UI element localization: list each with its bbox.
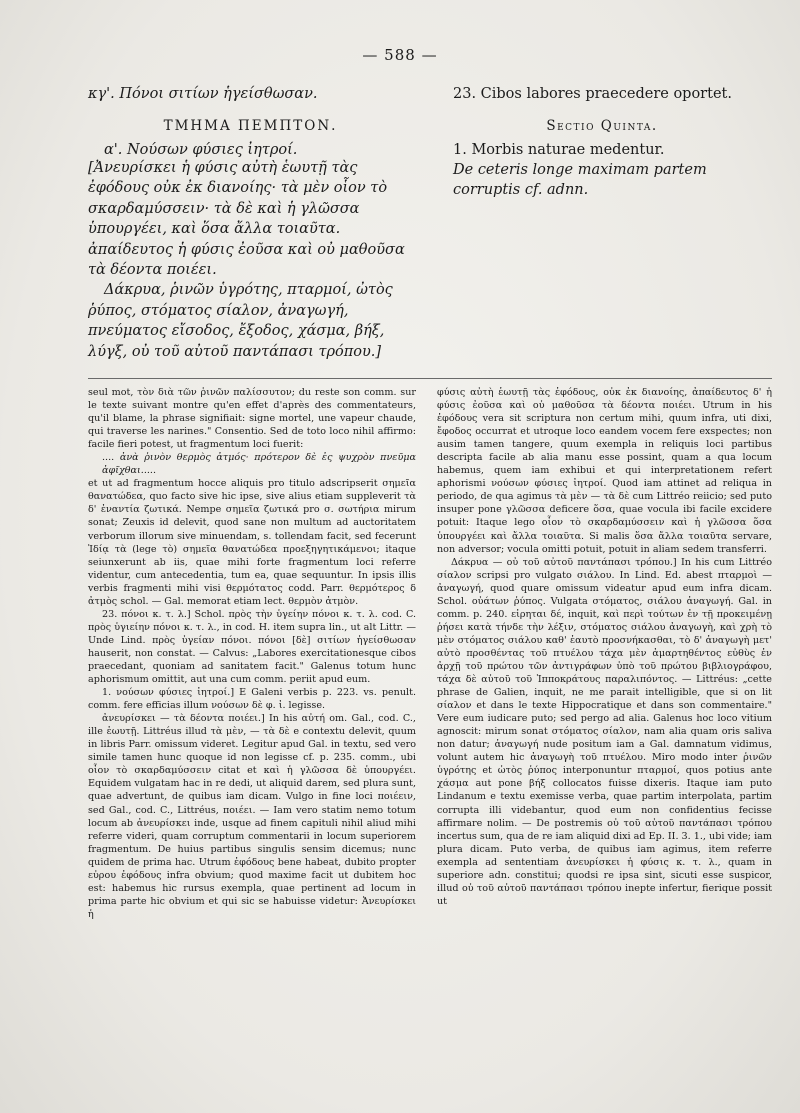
note-paragraph: et ut ad fragmentum hocce aliquis pro titulo adscripserit σημεῖα θανατώδεα, quo facto sive hic ipse, sive alius etiam suppleverit τὰ δ' ἐναντία ζωτικά. Nempe σημεῖα ζωτικά pro σ. σωτήρια mirum sonat; Zeuxis id delevit, quod sane non multum ad auctoritatem verborum illorum sive minuendam, s. tollendam facit, sed fecerunt Ἰδίᾳ τὰ (lege τὸ) σημεῖα θανατώδεα προεξηγητικάμενοι; itaque seiunxerunt ab iis, quae mihi forte fragmentum loci referre videntur, cum antecedentia, tum ea, quae sequuntur. In ipsis illis verbis fragmenti mihi visi θερμότατος codd. Parr. θερμότερος δ ἀτμὸς schol. — Gal. memorat etiam lect. θερμὸν ἀτμὸν. [88,478,416,607]
note-paragraph: .... ἀνὰ ῥινὸν θερμὸς ἀτμός· πρότερον δὲ ἐς ψυχρὸν πνεῦμα ἀφῖχθαι..... [102,452,416,477]
sub-heading-greek: α'. Νούσων φύσιες ἰητροί. [104,142,298,158]
notes-right-column [437,386,772,908]
aphorism-heading-latin: 23. Cibos labores praecedere oportet. [453,86,732,102]
greek-column [88,86,413,362]
greek-paragraph: Δάκρυα, ῥινῶν ὑγρότης, πταρμοί, ὠτὸς ῥύπος, στόματος σίαλον, ἀναγωγή, πνεύματος εἴσοδος, ἔξοδος, χάσμα, βήξ, λύγξ, οὐ τοῦ αὐτοῦ παντάπασι τρόπου.] [88,282,393,360]
note-paragraph: 1. νούσων φύσιες ἰητροί.] E Galeni verbis p. 223. vs. penult. comm. fere efficias illum νούσων δὲ φ. ἰ. legisse. [88,687,416,712]
page-number: — 588 — [362,46,438,64]
note-paragraph: 23. πόνοι κ. τ. λ.] Schol. πρὸς τὴν ὑγείην πόνοι κ. τ. λ. cod. C. πρὸς ὑγιείην πόνοι κ. τ. λ., in cod. H. item supra lin., ut alt Littr. — Unde Lind. πρὸς ὑγείαν πόνοι. πόνοι [δὲ] σιτίων ἡγείσθωσαν hauserit, non constat. — Calvus: „Labores exercitationesque cibos praecedant, quoniam ad sanitatem facit." Galenus totum hunc aphorismum omittit, aut una cum comm. periit apud eum. [88,608,416,686]
section-title-latin: Sectio Quinta. [546,118,658,134]
sub-heading-latin: 1. Morbis naturae medentur. [453,142,665,158]
note-paragraph: ἀνευρίσκει — τὰ δέοντα ποιέει.] In his αὐτή om. Gal., cod. C., ille ἑωυτῇ. Littréus illud τὰ μὲν, — τὰ δὲ e contextu delevit, quum in libris Parr. omissum videret. Legitur apud Gal. in textu, sed vero simile tamen hunc quoque id non legisse cf. p. 235. comm., ubi οἷον τὸ σκαρδαμύσσειν citat et καὶ ἡ γλῶσσα δὲ ὑπουργέει. Equidem vulgatam hac in re dedi, ut aliquid darem, sed plura sunt, quae advertunt, de quibus iam dicam. Vulgo in fine loci ποιέειν, sed Gal., cod. C., Littréus, ποιέει. — Iam vero statim nemo totum locum ab ἀνευρίσκει inde, usque ad finem capituli nihil aliud mihi referre videri, quam corruptum commentarii in locum superiorem fragmentum. De huius partibus singulis sensim dicemus; nunc quidem de prima hac. Utrum ἐφόδους bene habeat, dubito propter εὐρου ἐφόδους infra obvium; quod maxime facit ut dubitem hoc est: habemus hic rursus exempla, quae pertinent ad locum in prima parte hic obvium et qui sic se habuisse videtur: Ἀνευρίσκει ἡ [88,713,416,920]
notes-left-column [88,386,416,921]
greek-text-block [88,158,413,362]
note-paragraph: Δάκρυα — οὐ τοῦ αὐτοῦ παντάπασι τρόπου.] In his cum Littréo σίαλον scripsi pro vulgato σιάλου. In Lind. Ed. abest πταρμοὶ — ἀναγωγή, quod quare omissum videatur apud eum infra dicam. Schol. οὐάτων ῥύπος. Vulgata στόματος, σιάλου ἀναγωγή. Gal. in comm. p. 240. εἰρηται δέ, inquit, καὶ περὶ τούτων ἐν τῇ προκειμένῃ ῥήσει κατὰ τήνδε τὴν λέξιν, στόματος σιάλου ἀναγωγὴ, καὶ χρὴ τὸ μὲν στόματος σιάλου καθ' ἑαυτὸ προσνήκασθαι, τὸ δ' ἀναγωγὴ μετ' αὐτὸ προσθέντας τοῦ πτυέλου τάχα μὲν ἁμαρτηθέντος εὐθὺς ἐν ἀρχῇ τοῦ πρώτου τῶν ἀντιγράφων ὑπὸ τοῦ πρώτου βιβλιογράφου, τάχα δὲ αὐτοῦ τοῦ Ἱπποκράτους παραλιπόντος. — Littréus: „cette phrase de Galien, inquit, ne me parait intelligible, que si on lit σίαλον et dans le texte Hippocratique et dans son commentaire." Vere eum iudicare puto; sed pergo ad alia. Galenus hoc loco vitium agnoscit: mirum sonat στόματος σίαλον, nam alia quam oris saliva non datur; ἀναγωγή nude positum iam a Gal. damnatum vidimus, volunt autem hic ἀναγωγὴ τοῦ πτυέλου. Miro modo inter ῥινῶν ὑγρότης et ὠτὸς ῥύπος interponuntur πταρμοί, quos potius ante χάσμα aut pone βήξ collocatos fuisse dixeris. Itaque iam puto Lindanum e textu exemisse verba, quae partim interpolata, partim corrupta illi videbantur, quod eum non confidentius fecisse affirmare nolim. — De postremis οὐ τοῦ αὐτοῦ παντάπασι τρόπου incertus sum, qua de re iam aliquid dixi ad Ep. II. 3. 1., ubi vide; iam plura dicam. Puto verba, de quibus iam agimus, item referre exempla ad sententiam ἀνευρίσκει ἡ φύσις κ. τ. λ., quam in superiore adn. constitui; quodsi re ipsa sint, sicuti esse suspicor, illud οὐ τοῦ αὐτοῦ παντάπασι τρόπου inepte infertur, fierique possit ut [437,556,772,907]
note-paragraph: φύσις αὐτὴ ἑωυτῇ τὰς ἐφόδους, οὐκ ἐκ διανοίης, ἀπαίδευτος δ' ἡ φύσις ἐοῦσα καὶ οὐ μαθοῦσα τὰ δέοντα ποιέει. Utrum in his ἐφόδους vera sit scriptura non certum mihi, quum infra, uti dixi, ἔφοδος occurrat et utroque loco eandem vocem fere exspectes; non ausim tamen tangere, quum exempla in reliquis loci partibus descripta facile ab alia manu esse possint, quam a qua locum habemus, quem iam exhibui et qui interpretationem refert aphorismi νούσων φύσιες ἰητροί. Quod iam attinet ad reliqua in periodo, de qua agimus τὰ μὲν — τὰ δὲ cum Littréo reiicio; sed puto insuper pone γλῶσσα deficere ὅσα, quae vocula ibi facile excidere potuit: Itaque lego οἷον τὸ σκαρδαμύσσειν καὶ ἡ γλῶσσα ὅσα ὑπουργέει καὶ ἄλλα τοιαῦτα. Si malis ὅσα ἄλλα τοιαῦτα servare, non adversor; vocula omitti potuit, potuit in aliam sedem transferri. [437,387,772,555]
section-title-greek: ΤΜΗΜΑ ΠΕΜΠΤΟΝ. [163,118,338,134]
note-paragraph: seul mot, τὸν διὰ τῶν ῥινῶν παλίσσυτον; du reste son comm. sur le texte suivant montre qu'en effet d'après des commentateurs, qu'il blame, la phrase signifiait: signe mortel, une vapeur chaude, qui traverse les narines." Consentio. Sed de toto loco nihil affirmo: facile fieri potest, ut fragmentum loci fuerit: [88,387,416,451]
latin-column [437,86,767,200]
latin-text: De ceteris longe maximam partem corruptis cf. adnn. [453,162,707,198]
footnote-rule [88,378,772,379]
greek-paragraph: [Ἀνευρίσκει ἡ φύσις αὐτὴ ἑωυτῇ τὰς ἐφόδους οὐκ ἐκ διανοίης· τὰ μὲν οἷον τὸ σκαρδαμύσσειν· τὰ δὲ καὶ ἡ γλῶσσα ὑπουργέει, καὶ ὅσα ἄλλα τοιαῦτα. ἀπαίδευτος ἡ φύσις ἐοῦσα καὶ οὐ μαθοῦσα τὰ δέοντα ποιέει. [88,160,405,279]
aphorism-heading-greek: κγ'. Πόνοι σιτίων ἡγείσθωσαν. [88,86,318,102]
